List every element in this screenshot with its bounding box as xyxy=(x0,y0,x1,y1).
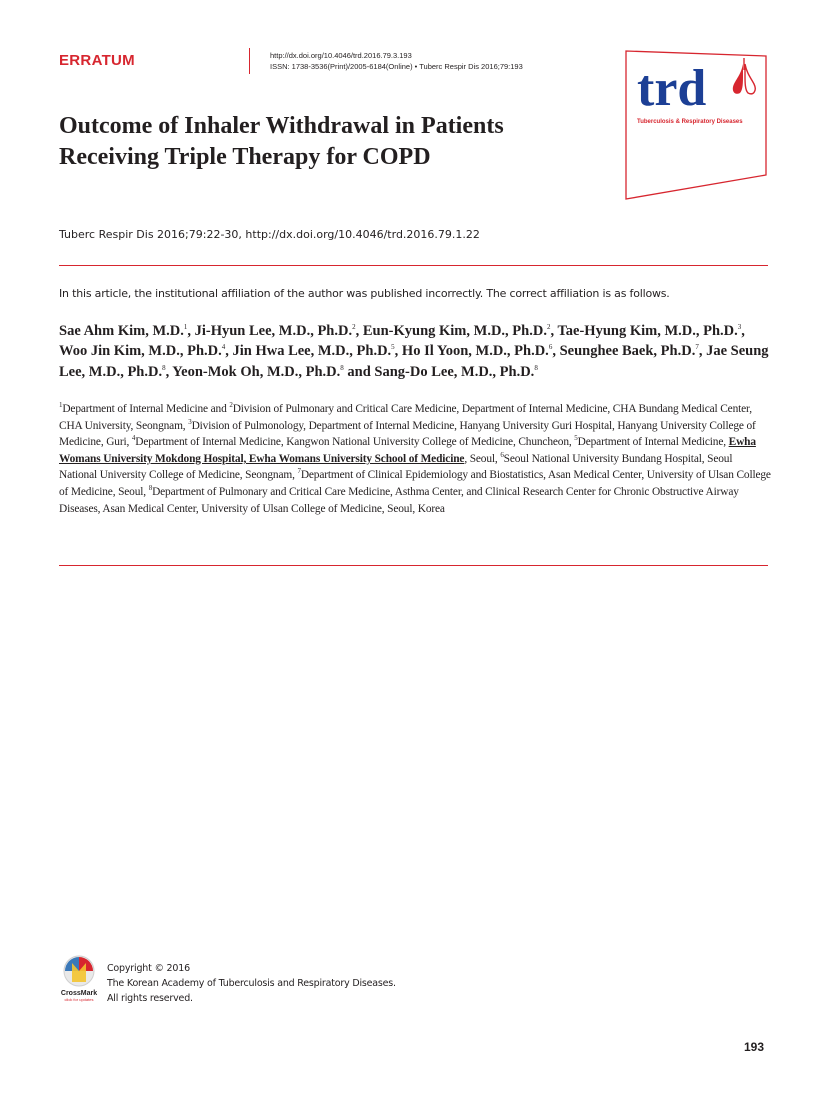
erratum-label: ERRATUM xyxy=(59,52,135,69)
issn-line: ISSN: 1738-3536(Print)/2005-6184(Online) • Tuberc Respir Dis 2016;79:193 xyxy=(270,62,523,71)
author-affil-mark: 8 xyxy=(162,363,166,372)
affil-number: 2 xyxy=(229,401,233,410)
copyright-line-1: Copyright © 2016 xyxy=(107,963,190,974)
top-rule xyxy=(59,265,768,266)
author-name: and Sang-Do Lee, M.D., Ph.D. xyxy=(343,363,535,380)
author-name: , Jin Hwa Lee, M.D., Ph.D. xyxy=(225,343,392,360)
affil-number: 7 xyxy=(297,467,301,476)
affil-number: 1 xyxy=(59,401,63,410)
affil-number: 5 xyxy=(574,434,578,443)
bottom-rule xyxy=(59,565,768,566)
author-name: , Yeon-Mok Oh, M.D., Ph.D. xyxy=(165,363,341,380)
affil-number: 3 xyxy=(188,417,192,426)
author-name: , Eun-Kyung Kim, M.D., Ph.D. xyxy=(355,323,547,339)
affil-text: Division of Pulmonology, Department of Internal Medicine, Hanyang University Guri Hospital, Hanyang University College of Medicine, Guri, xyxy=(59,419,756,449)
journal-logo xyxy=(625,50,767,200)
affil-text: Division of Pulmonary and Critical Care Medicine, Department of Internal Medicine, CHA Bundang Medical Center, CHA University, Seongnam, xyxy=(59,403,752,432)
author-affil-mark: 8 xyxy=(534,363,538,372)
article-title-line-2: Receiving Triple Therapy for COPD xyxy=(59,144,431,170)
author-list xyxy=(59,321,771,382)
author-name: Sae Ahm Kim, M.D. xyxy=(59,323,184,339)
author-affil-mark: 2 xyxy=(352,323,356,332)
author-affil-mark: 8 xyxy=(340,363,344,372)
author-affil-mark: 6 xyxy=(548,343,553,352)
copyright-line-3: All rights reserved. xyxy=(107,993,193,1004)
affil-text: Department of Internal Medicine and xyxy=(62,403,230,415)
article-title-line-1: Outcome of Inhaler Withdrawal in Patients xyxy=(59,113,504,139)
author-affil-mark: 4 xyxy=(221,343,226,352)
header-doi-block xyxy=(270,50,523,72)
author-affil-mark: 5 xyxy=(391,343,395,352)
affil-text: Department of Internal Medicine, Kangwon National University College of Medicine, Chuncheon, xyxy=(135,436,575,449)
author-name: , Jae Seung Lee, M.D., Ph.D. xyxy=(59,343,769,380)
copyright-line-2: The Korean Academy of Tuberculosis and Respiratory Diseases. xyxy=(107,978,396,989)
author-name: , Tae-Hyung Kim, M.D., Ph.D. xyxy=(550,323,738,339)
author-name: , Seunghee Baek, Ph.D. xyxy=(552,343,696,360)
author-name: , Woo Jin Kim, M.D., Ph.D. xyxy=(59,323,745,360)
page-number: 193 xyxy=(744,1040,765,1054)
corrected-affiliation: Ewha Womans University Mokdong Hospital, Ewha Womans University School of Medicine xyxy=(59,436,756,465)
erratum-intro: In this article, the institutional affiliation of the author was published incorrectly. The correct affiliation is as follows. xyxy=(59,287,670,300)
journal-logo-letters: trd xyxy=(637,60,707,117)
affil-text: Department of Clinical Epidemiology and Biostatistics, Asan Medical Center, University of Ulsan College of Medicine, Seoul, xyxy=(59,469,771,498)
affil-number: 6 xyxy=(500,450,504,459)
author-name: , Ji-Hyun Lee, M.D., Ph.D. xyxy=(187,323,353,339)
article-citation: Tuberc Respir Dis 2016;79:22-30, http://dx.doi.org/10.4046/trd.2016.79.1.22 xyxy=(59,228,480,241)
affiliation-list xyxy=(59,401,771,517)
author-name: , Ho Il Yoon, M.D., Ph.D. xyxy=(394,343,549,360)
author-affil-mark: 1 xyxy=(183,323,188,332)
article-title xyxy=(59,111,619,173)
header-divider xyxy=(249,48,250,74)
author-affil-mark: 2 xyxy=(546,323,551,332)
affil-text: Seoul National University Bundang Hospital, Seoul National University College of Medicine, Seongnam, xyxy=(59,452,733,482)
affil-text: Department of Internal Medicine, xyxy=(577,436,729,449)
crossmark-sub: click for updates xyxy=(64,997,94,1002)
author-affil-mark: 7 xyxy=(695,343,699,352)
affil-number: 8 xyxy=(148,484,153,493)
copyright-block xyxy=(107,961,396,1006)
crossmark-label: CrossMark xyxy=(60,990,98,997)
crossmark-badge[interactable] xyxy=(59,954,99,1004)
author-affil-mark: 3 xyxy=(737,323,742,332)
crossmark-icon xyxy=(59,954,99,1004)
affil-text: , Seoul, xyxy=(464,452,501,465)
journal-logo-name: Tuberculosis & Respiratory Diseases xyxy=(637,119,743,125)
journal-logo-graphic xyxy=(625,50,767,200)
affil-text: Department of Pulmonary and Critical Care Medicine, Asthma Center, and Clinical Research Center for Chronic Obstructive Airway Diseases, Asan Medical Center, University of Ulsan College of Medicine, Seoul, Korea xyxy=(59,485,739,515)
doi-line[interactable]: http://dx.doi.org/10.4046/trd.2016.79.3.193 xyxy=(270,51,412,60)
affil-number: 4 xyxy=(131,434,136,443)
